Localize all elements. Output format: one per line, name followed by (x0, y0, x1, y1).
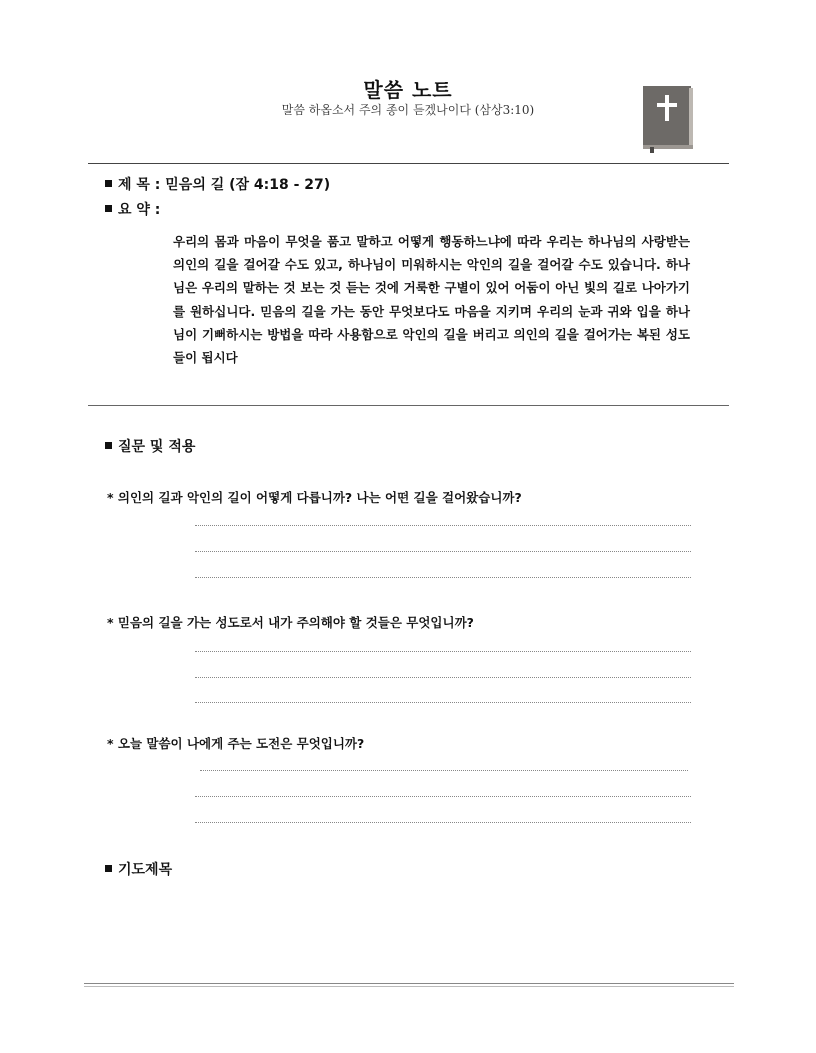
summary-label: 요 약 : (118, 202, 161, 218)
middle-divider (88, 405, 729, 406)
application-heading: 질문 및 적용 (118, 439, 196, 455)
prayer-heading-row (105, 859, 172, 879)
square-bullet-icon (105, 865, 112, 872)
square-bullet-icon (105, 180, 112, 187)
prayer-heading: 기도제목 (118, 862, 173, 878)
answer-line[interactable] (195, 551, 691, 552)
square-bullet-icon (105, 442, 112, 449)
sermon-title-row (105, 174, 330, 194)
page-subtitle: 말씀 하옵소서 주의 종이 듣겠나이다 (삼상3:10) (281, 103, 535, 117)
page-title: 말씀 노트 (363, 78, 453, 102)
summary-label-row (105, 199, 160, 219)
answer-line[interactable] (200, 770, 688, 771)
question-3: * 오늘 말씀이 나에게 주는 도전은 무엇입니까? (107, 736, 365, 751)
answer-line[interactable] (195, 822, 691, 823)
answer-line[interactable] (195, 651, 691, 652)
answer-line[interactable] (195, 796, 691, 797)
question-2: * 믿음의 길을 가는 성도로서 내가 주의해야 할 것들은 무엇입니까? (107, 615, 474, 630)
square-bullet-icon (105, 205, 112, 212)
answer-line[interactable] (195, 525, 691, 526)
bible-book-with-cross-icon (640, 83, 696, 153)
answer-line[interactable] (195, 677, 691, 678)
answer-line[interactable] (195, 702, 691, 703)
bottom-divider (84, 983, 734, 984)
application-heading-row (105, 436, 195, 456)
top-divider (88, 163, 729, 164)
bottom-divider-secondary (84, 986, 734, 987)
summary-text: 우리의 몸과 마음이 무엇을 품고 말하고 어떻게 행동하느냐에 따라 우리는 하나님의 사랑받는 의인의 길을 걸어갈 수도 있고, 하나님이 미워하시는 악인의 길을 걸어갈 수도 있습니다. 하나님은 우리의 말하는 것 보는 것 듣는 것에 거룩한 구별이 있어 어둠이 아닌 빛의 길로 나아가기를 원하십니다. 믿음의 길을 가는 동안 무엇보다도 마음을 지키며 우리의 눈과 귀와 입을 하나님이 기뻐하시는 방법을 따라 사용함으로 악인의 길을 버리고 의인의 길을 걸어가는 복된 성도들이 됩시다 (173, 234, 690, 366)
question-1: * 의인의 길과 악인의 길이 어떻게 다릅니까? 나는 어떤 길을 걸어왔습니까? (107, 490, 522, 505)
answer-line[interactable] (195, 577, 691, 578)
sermon-title: 제 목 : 믿음의 길 (잠 4:18 - 27) (118, 177, 331, 193)
